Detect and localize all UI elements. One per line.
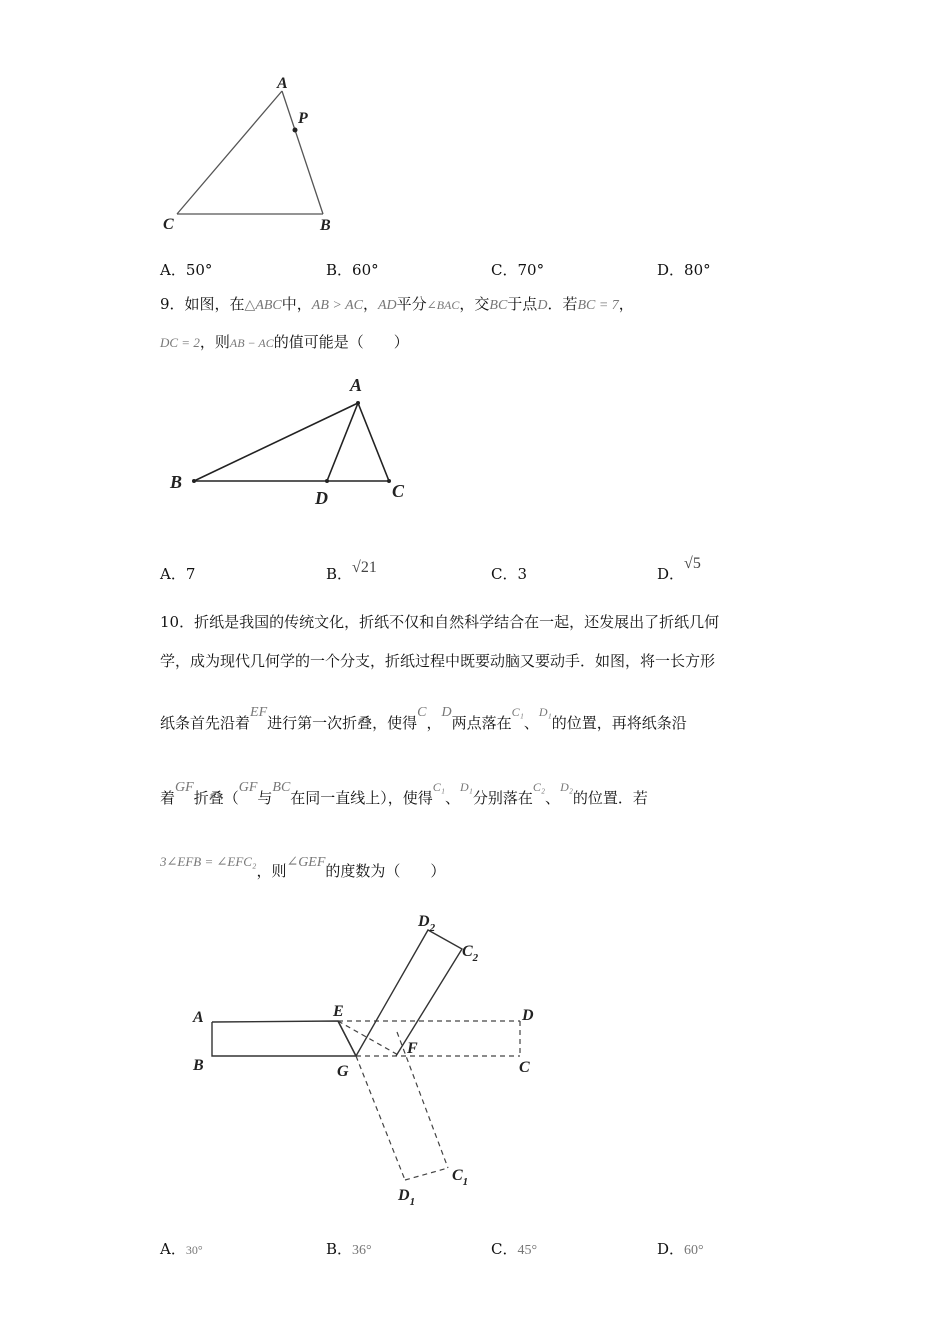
q10-text: 分别落在: [472, 789, 533, 807]
label-c2: [462, 943, 479, 964]
label-c2-letter: C: [462, 943, 473, 960]
option-letter: C．: [491, 565, 518, 583]
label-d1: [397, 1187, 415, 1208]
option-value: 36°: [352, 1243, 372, 1258]
q8-option-c[interactable]: C．70°: [491, 261, 545, 279]
q9-math: AD: [377, 298, 397, 313]
side-ba: [194, 403, 358, 481]
q9-option-b[interactable]: [326, 556, 377, 583]
q9-line1: [160, 293, 634, 314]
q9-text: 中，: [281, 295, 312, 313]
label-c2-sub: 2: [472, 952, 479, 964]
q9-math: △ABC: [244, 298, 282, 313]
q8-option-d[interactable]: D．80°: [657, 261, 711, 279]
option-value: √5: [684, 555, 701, 572]
q10-math: EF: [250, 705, 268, 720]
label-d: D: [315, 488, 328, 508]
q9-option-a[interactable]: [160, 563, 195, 584]
q10-math: C: [417, 705, 427, 720]
label-a: A: [277, 75, 288, 92]
q10-line1: 10．折纸是我国的传统文化，折纸不仅和自然科学结合在一起，还发展出了折纸几何: [160, 613, 720, 631]
q9-math: AB − AC: [229, 336, 274, 350]
q10-text: 与: [257, 789, 273, 807]
label-e: E: [333, 1003, 344, 1020]
q9-text: ，: [618, 295, 634, 313]
point-a: [356, 401, 360, 405]
option-letter: C．: [491, 1240, 518, 1258]
q9-math: ∠BAC: [426, 298, 460, 312]
q10-math: D₂: [560, 780, 573, 794]
q10-text: 折叠（: [193, 789, 239, 807]
label-c: C: [392, 481, 405, 501]
q10-line3: [160, 705, 687, 733]
label-f: F: [407, 1040, 418, 1057]
q9-triangle-figure: [160, 370, 430, 530]
q9-math: BC = 7: [577, 298, 619, 313]
q10-math: BC: [272, 780, 291, 795]
q10-text: 、: [444, 789, 460, 807]
label-d1-letter: D: [398, 1187, 410, 1204]
q10-text: ，: [426, 714, 442, 732]
point-p: [293, 128, 298, 133]
point-c: [387, 479, 391, 483]
q8-option-b[interactable]: B．60°: [326, 261, 379, 279]
q10-math: 3∠EFB = ∠EFC₂: [160, 854, 257, 869]
label-a: A: [350, 375, 363, 395]
label-p: P: [298, 110, 308, 127]
q10-text: 、: [545, 789, 561, 807]
q9-text: ．若: [547, 295, 578, 313]
label-b: B: [193, 1057, 204, 1074]
option-letter: A．: [160, 1240, 186, 1258]
option-value: 3: [517, 565, 528, 583]
q10-text: 的位置．若: [572, 789, 648, 807]
strip-solid: [212, 1021, 356, 1056]
label-g: G: [337, 1063, 349, 1080]
q10-line2: 学，成为现代几何学的一个分支，折纸过程中既要动脑又要动手．如图，将一长方形: [160, 652, 716, 670]
label-b: B: [170, 472, 183, 492]
label-d2-sub: 2: [429, 922, 436, 934]
dashed-d1-c1: [405, 1168, 448, 1180]
q9-option-d[interactable]: [657, 552, 701, 583]
option-letter: B．: [326, 1240, 353, 1258]
side-ac: [358, 403, 389, 481]
q10-math: C₁: [432, 780, 445, 794]
q10-option-c[interactable]: [491, 1238, 537, 1259]
q10-text: 着: [160, 789, 176, 807]
q10-math: C₂: [532, 780, 546, 794]
option-letter: D．: [657, 565, 685, 583]
q10-line5: [160, 854, 446, 881]
q10-math: D₁: [538, 705, 552, 719]
side-ca: [177, 91, 282, 214]
q9-text: 9．如图，在: [160, 295, 245, 313]
q10-text: 的位置，再将纸条沿: [551, 714, 687, 732]
q9-option-c[interactable]: [491, 563, 527, 584]
option-value: 60°: [684, 1243, 704, 1258]
q9-text: ，交: [459, 295, 490, 313]
q9-text: 的值可能是（ ）: [273, 333, 409, 351]
q10-math: GF: [238, 780, 258, 795]
q10-option-a[interactable]: [160, 1238, 203, 1259]
q9-text: 于点: [507, 295, 538, 313]
option-value: 30°: [185, 1243, 203, 1257]
q9-text: ，: [362, 295, 378, 313]
q10-math: D₁: [460, 780, 473, 794]
q10-text: 、: [523, 714, 539, 732]
point-d: [325, 479, 329, 483]
q9-text: 平分: [396, 295, 427, 313]
strip-second-fold: [356, 930, 462, 1056]
option-value: 7: [185, 565, 196, 583]
q9-text: ，则: [199, 333, 230, 351]
q9-line2: [160, 331, 409, 352]
option-value: 45°: [517, 1243, 538, 1258]
q9-math: AB > AC: [311, 298, 363, 313]
label-c1-letter: C: [452, 1167, 463, 1184]
q10-math: ∠GEF: [286, 855, 326, 870]
q10-text: 进行第一次折叠，使得: [267, 714, 418, 732]
label-b: B: [320, 217, 331, 234]
label-d1-sub: 1: [409, 1196, 416, 1208]
q10-line4: [160, 780, 648, 808]
q8-option-a[interactable]: A．50°: [160, 261, 213, 279]
label-c1-sub: 1: [462, 1176, 469, 1188]
q10-text: 的度数为（ ）: [325, 862, 446, 880]
option-letter: D．: [657, 1240, 685, 1258]
q10-text: 两点落在: [451, 714, 512, 732]
option-letter: B．: [326, 565, 353, 583]
label-d: D: [522, 1007, 534, 1024]
q8-triangle-figure: [150, 70, 370, 245]
option-letter: A．: [160, 565, 186, 583]
q10-option-d[interactable]: [657, 1238, 704, 1259]
dashed-g-d1: [356, 1056, 405, 1180]
dashed-f-c1: [397, 1032, 448, 1168]
label-c: C: [163, 216, 174, 233]
q9-math: DC = 2: [160, 335, 200, 350]
label-d2-letter: D: [418, 913, 430, 930]
q10-math: GF: [175, 780, 194, 795]
q10-math: C₁: [511, 705, 524, 719]
label-c1: [452, 1167, 468, 1188]
q9-math: BC: [489, 298, 508, 313]
q10-text: 在同一直线上），使得: [290, 789, 433, 807]
option-value: √21: [352, 559, 377, 576]
q10-text: 纸条首先沿着: [160, 714, 251, 732]
q10-folding-figure: [180, 900, 560, 1220]
label-d2: [417, 913, 436, 934]
q10-option-b[interactable]: [326, 1238, 372, 1259]
label-a: A: [193, 1009, 204, 1026]
label-c: C: [519, 1059, 530, 1076]
q10-math: D: [441, 705, 452, 720]
q9-math: D: [537, 298, 548, 313]
point-b: [192, 479, 196, 483]
q10-text: ，则: [256, 862, 287, 880]
